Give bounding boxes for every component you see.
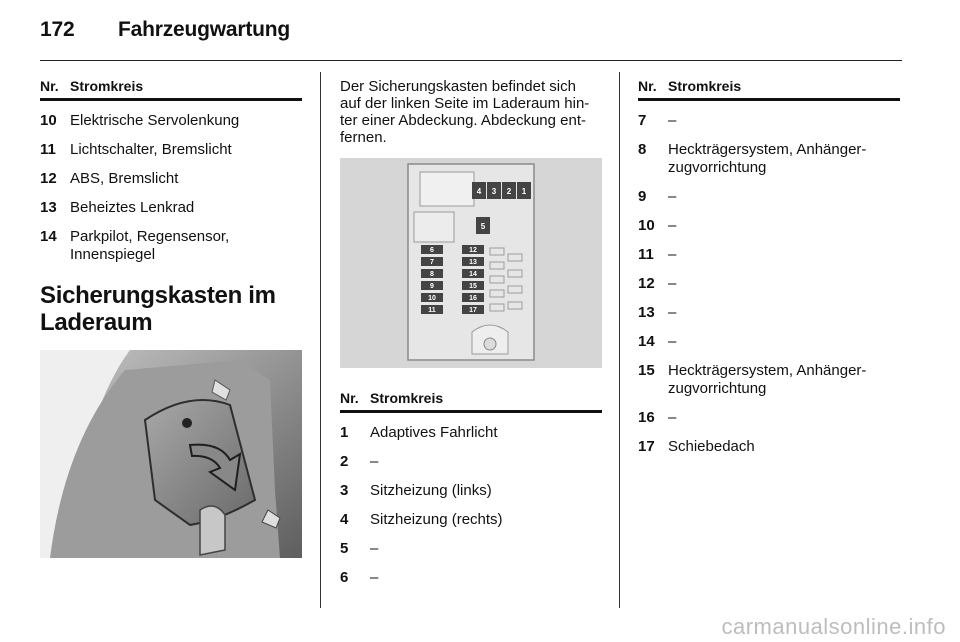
- row-circuit: –: [370, 569, 379, 586]
- table-row: [638, 409, 900, 427]
- row-circuit: –: [370, 453, 379, 470]
- row-circuit: –: [668, 304, 677, 321]
- table-b: [340, 390, 602, 587]
- row-nr: 10: [40, 112, 57, 129]
- fuse-label: 10: [428, 295, 436, 302]
- fuse-label: 5: [480, 222, 486, 231]
- row-circuit: –: [370, 540, 379, 557]
- row-nr: 12: [638, 275, 655, 292]
- table-row: [638, 333, 900, 351]
- header-rule: [40, 60, 902, 61]
- intro-text: [340, 78, 602, 146]
- row-circuit: Schiebedach: [668, 438, 755, 455]
- watermark: carmanualsonline.info: [721, 614, 946, 639]
- row-nr: 4: [340, 511, 349, 528]
- row-nr: 7: [638, 112, 647, 129]
- fuse-label: 17: [469, 307, 477, 314]
- table-row: [638, 304, 900, 322]
- trunk-photo: [40, 350, 302, 558]
- table-row: [40, 112, 302, 130]
- row-circuit: Beheiztes Lenkrad: [70, 199, 195, 216]
- fuse-label: 8: [430, 271, 434, 278]
- fuse-label: 13: [469, 259, 477, 266]
- intro-line: fernen.: [340, 129, 387, 146]
- row-circuit: Elektrische Servolenkung: [70, 112, 240, 129]
- col-circuit-header: Stromkreis: [70, 78, 144, 94]
- intro-line: ter einer Abdeckung. Abdeckung ent-: [340, 112, 587, 129]
- row-circuit: Lichtschalter, Bremslicht: [70, 141, 232, 158]
- row-circuit: Parkpilot, Regensensor, Innenspiegel: [70, 228, 230, 263]
- row-nr: 16: [638, 409, 655, 426]
- fuse-label: 1: [521, 187, 527, 196]
- row-nr: 10: [638, 217, 655, 234]
- col-nr-header: Nr.: [40, 78, 59, 94]
- table-row: [40, 199, 302, 217]
- column-middle: [340, 78, 602, 146]
- col-nr-header: Nr.: [340, 390, 359, 406]
- row-circuit: Sitzheizung (rechts): [370, 511, 503, 528]
- column-left: [40, 78, 302, 336]
- fuse-label: 12: [469, 247, 477, 254]
- row-circuit: Adaptives Fahrlicht: [370, 424, 498, 441]
- table-row: [340, 424, 602, 442]
- row-circuit: –: [668, 217, 677, 234]
- table-row: [638, 438, 900, 456]
- row-nr: 3: [340, 482, 349, 499]
- table-row: [638, 217, 900, 235]
- table-row: [638, 275, 900, 293]
- row-nr: 9: [638, 188, 647, 205]
- fuse-label: 6: [430, 247, 434, 254]
- row-nr: 6: [340, 569, 349, 586]
- row-nr: 13: [638, 304, 655, 321]
- col-circuit-header: Stromkreis: [668, 78, 742, 94]
- row-nr: 13: [40, 199, 57, 216]
- fuse-label: 9: [430, 283, 434, 290]
- row-nr: 14: [638, 333, 655, 350]
- column-right: [638, 78, 900, 456]
- table-row: [638, 188, 900, 206]
- table-row: [340, 569, 602, 587]
- fuse-label: 3: [491, 187, 497, 196]
- row-nr: 14: [40, 228, 57, 245]
- fuse-box-illustration: [340, 158, 602, 368]
- row-nr: 12: [40, 170, 57, 187]
- section-title: Sicherungskasten im Laderaum: [40, 282, 276, 336]
- table-c-header: [638, 78, 900, 101]
- table-a-body: [40, 112, 302, 264]
- row-circuit: –: [668, 409, 677, 426]
- table-row: [638, 362, 900, 398]
- page-number: 172: [40, 18, 75, 41]
- table-b-header: [340, 390, 602, 413]
- fuse-label: 16: [469, 295, 477, 302]
- table-row: [340, 453, 602, 471]
- col-circuit-header: Stromkreis: [370, 390, 444, 406]
- row-nr: 15: [638, 362, 655, 379]
- row-nr: 11: [40, 141, 56, 158]
- row-circuit: ABS, Bremslicht: [70, 170, 179, 187]
- table-row: [638, 246, 900, 264]
- page-header: [40, 18, 290, 42]
- table-c-body: [638, 112, 900, 456]
- table-row: [638, 112, 900, 130]
- row-circuit: Sitzheizung (links): [370, 482, 492, 499]
- table-row: [40, 141, 302, 159]
- table-b-body: [340, 424, 602, 587]
- row-circuit: –: [668, 188, 677, 205]
- fuse-label: 15: [469, 283, 477, 290]
- table-row: [40, 170, 302, 188]
- fuse-label: 4: [476, 187, 482, 196]
- row-circuit: –: [668, 275, 677, 292]
- row-nr: 8: [638, 141, 647, 158]
- fuse-box-diagram: [340, 158, 602, 368]
- column-divider-1: [320, 72, 321, 608]
- row-nr: 17: [638, 438, 655, 455]
- row-circuit: –: [668, 112, 677, 129]
- fuse-label: 14: [469, 271, 477, 278]
- table-row: [638, 141, 900, 177]
- table-a-header: [40, 78, 302, 101]
- page-title: Fahrzeugwartung: [118, 18, 291, 41]
- trunk-illustration: [40, 350, 302, 558]
- table-row: [340, 482, 602, 500]
- column-divider-2: [619, 72, 620, 608]
- fuse-label: 2: [506, 187, 512, 196]
- row-nr: 2: [340, 453, 349, 470]
- table-row: [40, 228, 302, 264]
- row-nr: 11: [638, 246, 654, 263]
- col-nr-header: Nr.: [638, 78, 657, 94]
- fuse-label: 11: [428, 307, 436, 314]
- fuse-label: 7: [430, 259, 434, 266]
- row-circuit: Heckträgersystem, Anhänger- zugvorrichtung: [668, 141, 867, 176]
- table-row: [340, 511, 602, 529]
- intro-line: auf der linken Seite im Laderaum hin-: [340, 95, 590, 112]
- row-circuit: –: [668, 333, 677, 350]
- table-row: [340, 540, 602, 558]
- row-circuit: Heckträgersystem, Anhänger- zugvorrichtung: [668, 362, 867, 397]
- intro-line: Der Sicherungskasten befindet sich: [340, 78, 576, 95]
- row-nr: 1: [340, 424, 349, 441]
- row-nr: 5: [340, 540, 349, 557]
- row-circuit: –: [668, 246, 677, 263]
